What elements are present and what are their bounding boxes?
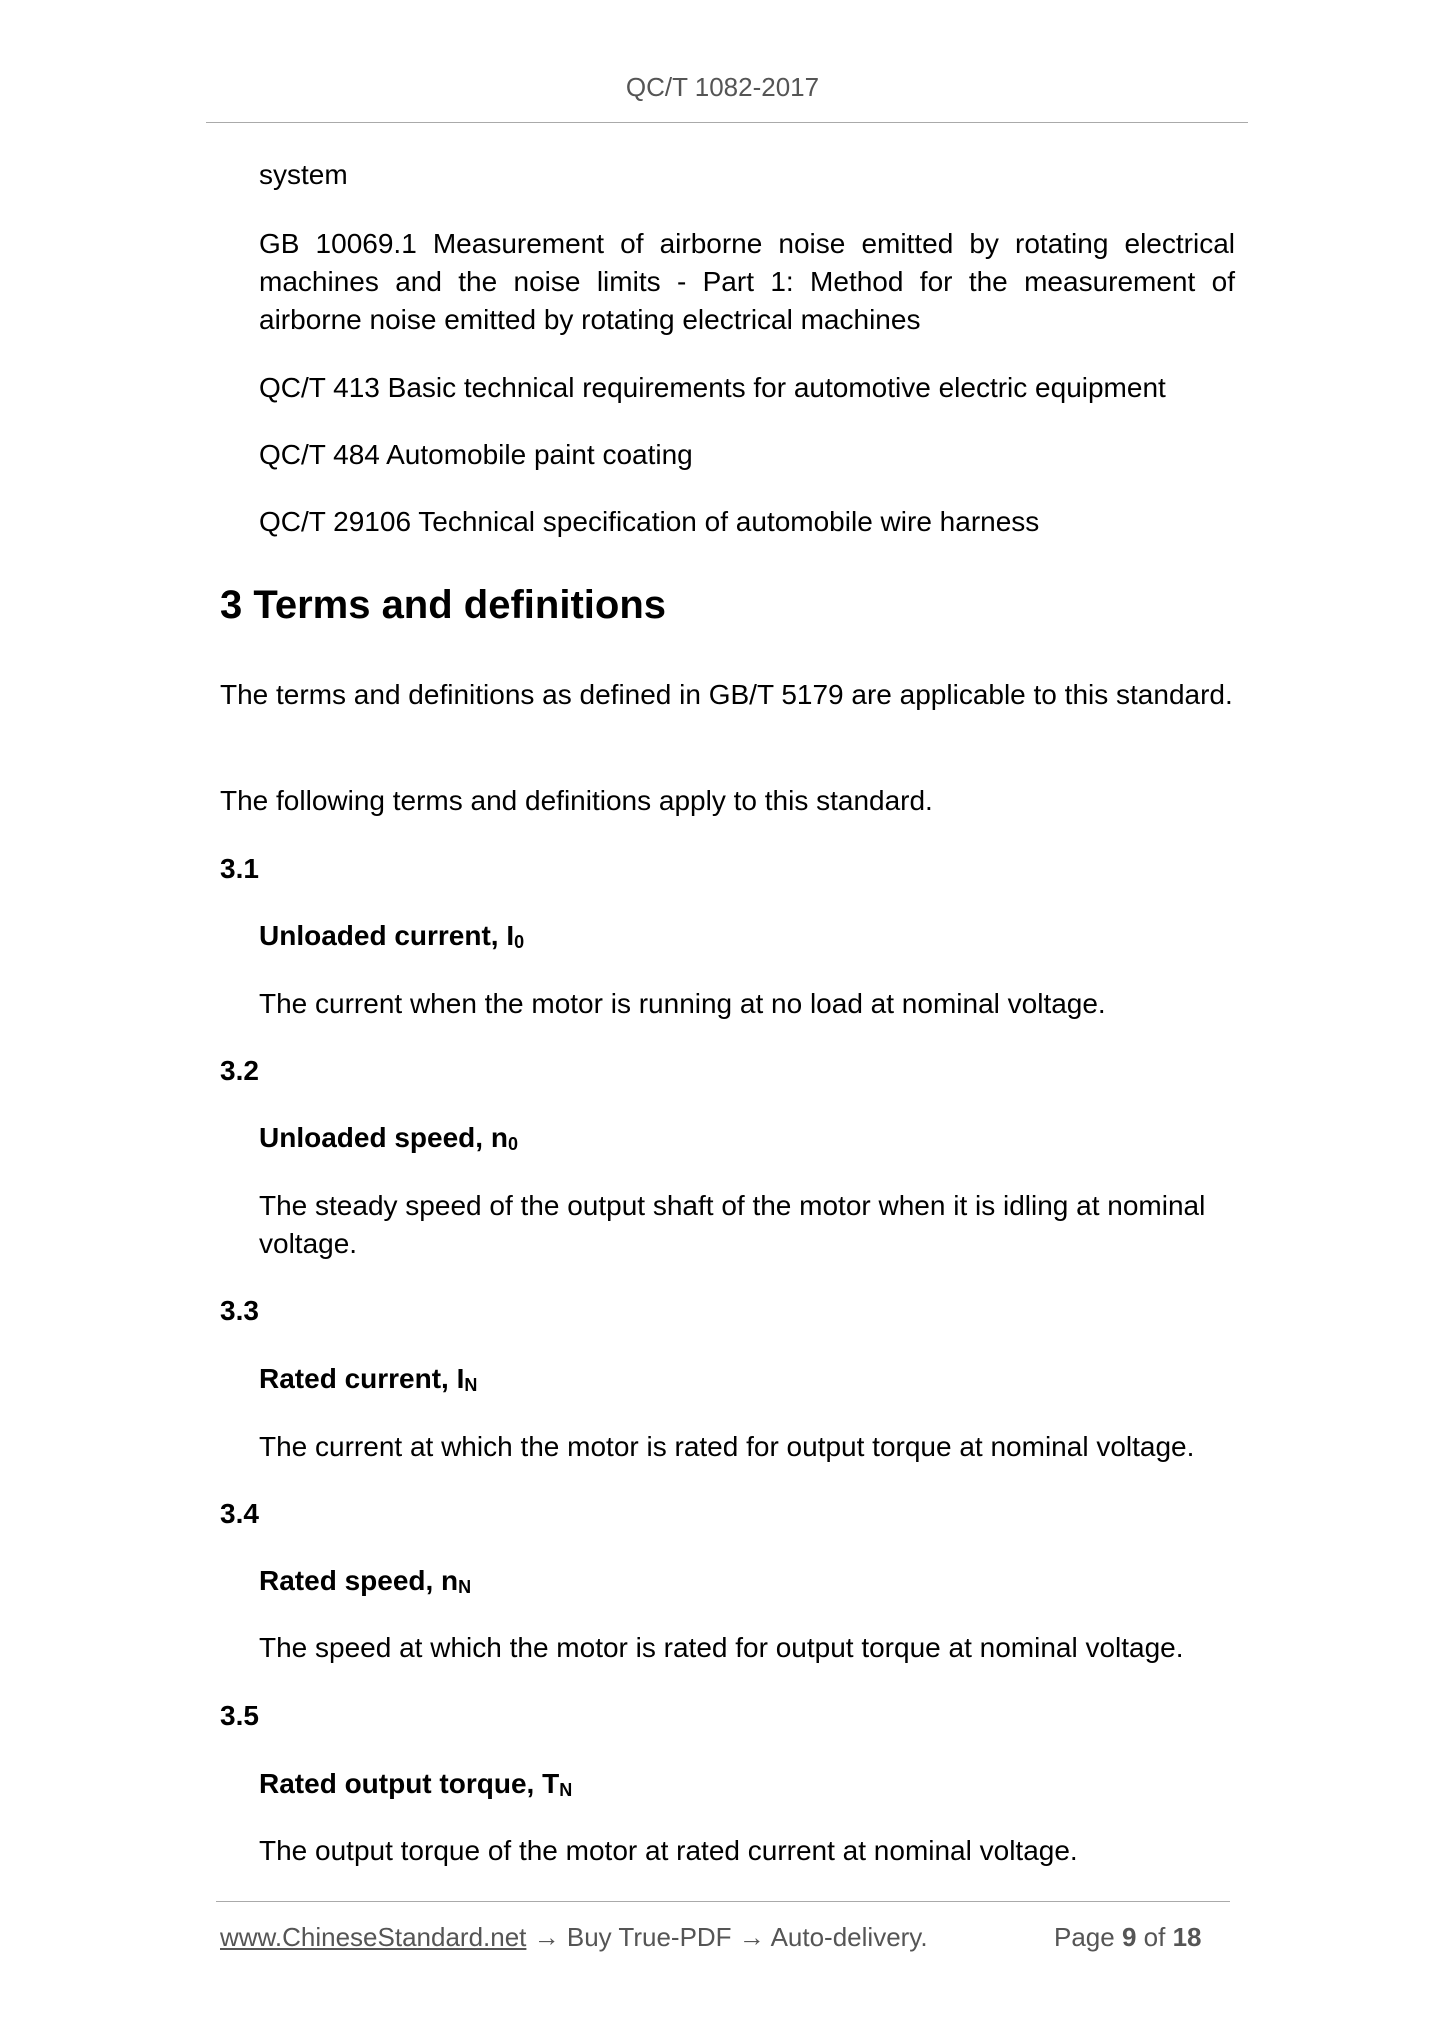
website-link[interactable]: www.ChineseStandard.net: [220, 1922, 527, 1952]
term-subscript: N: [458, 1577, 472, 1597]
term-subscript: N: [464, 1375, 478, 1395]
term-definition: The current at which the motor is rated for output torque at nominal voltage.: [259, 1431, 1195, 1462]
of-label: of: [1143, 1922, 1166, 1952]
footer-tagline: → Buy True-PDF → Auto-delivery.: [526, 1922, 928, 1952]
term-definition: The speed at which the motor is rated for output torque at nominal voltage.: [259, 1632, 1184, 1663]
section-title: 3 Terms and definitions: [220, 583, 666, 627]
term-number: 3.3: [220, 1295, 259, 1326]
reference-qct-413: QC/T 413 Basic technical requirements for automotive electric equipment: [259, 372, 1166, 403]
page-label: Page: [1054, 1922, 1115, 1952]
footer-divider: [216, 1901, 1230, 1902]
page-indicator: [1054, 1922, 1202, 1953]
term-subscript: 0: [514, 932, 525, 952]
term-number: 3.4: [220, 1498, 259, 1529]
term-subscript: 0: [507, 1134, 518, 1154]
term-name: Unloaded speed, $n_0$: [259, 1122, 518, 1154]
term-definition: The current when the motor is running at no load at nominal voltage.: [259, 988, 1106, 1019]
current-page: 9: [1121, 1922, 1137, 1952]
header-divider: [206, 122, 1248, 123]
reference-qct-484: QC/T 484 Automobile paint coating: [259, 439, 693, 470]
term-name: Rated output torque, $T_N$: [259, 1768, 573, 1800]
term-subscript: N: [559, 1780, 573, 1800]
term-name: Unloaded current, $I_0$: [259, 920, 525, 952]
section-intro-paragraph: The terms and definitions as defined in GB/T 5179 are applicable to this standard.: [220, 679, 1233, 710]
term-number: 3.2: [220, 1055, 259, 1086]
total-pages: 18: [1172, 1922, 1202, 1952]
section-intro-paragraph-2: The following terms and definitions apply to this standard.: [220, 785, 933, 816]
term-name: Rated current, $I_N$: [259, 1363, 478, 1395]
term-definition: The output torque of the motor at rated current at nominal voltage.: [259, 1835, 1078, 1866]
reference-gb-10069-1: GB 10069.1 Measurement of airborne noise emitted by rotating electrical machines and the noise limits - Part 1: Method for the measurement of airborne noise emitted by rotating electrical machines: [259, 228, 1235, 335]
footer-promo: [220, 1922, 928, 1953]
term-number: 3.1: [220, 853, 259, 884]
reference-qct-29106: QC/T 29106 Technical specification of automobile wire harness: [259, 506, 1040, 537]
reference-continued: system: [259, 159, 348, 190]
term-definition: The steady speed of the output shaft of the motor when it is idling at nominal voltage.: [259, 1190, 1206, 1259]
term-number: 3.5: [220, 1700, 259, 1731]
document-header-id: QC/T 1082-2017: [625, 72, 820, 102]
term-name: Rated speed, $n_N$: [259, 1565, 472, 1597]
